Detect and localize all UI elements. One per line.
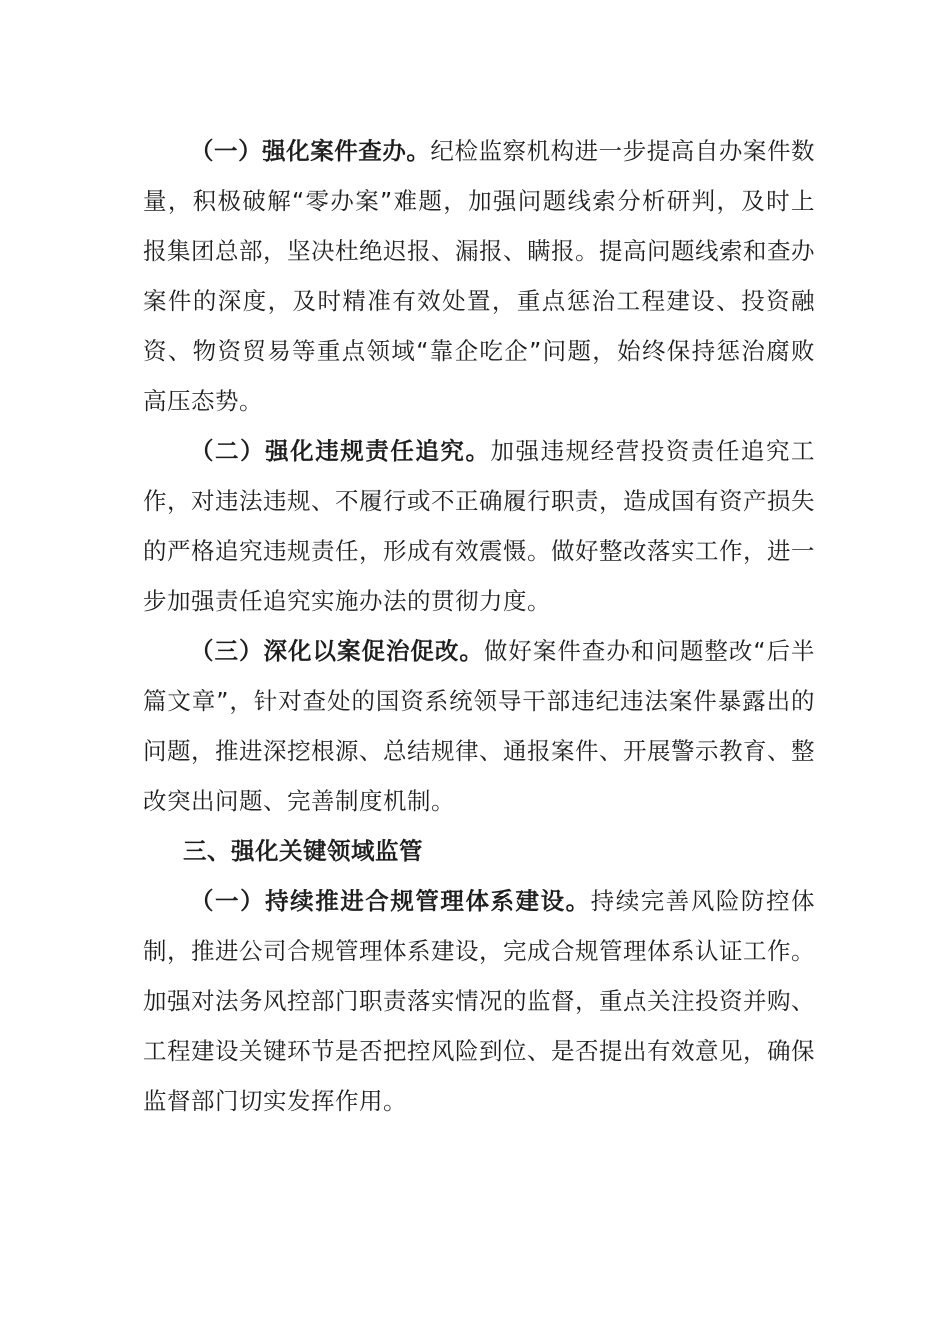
paragraph-compliance [143,876,815,1126]
paragraph-case-reform [143,626,815,826]
paragraph-body: 做好案件查办和问题整改“后半篇文章”，针对查处的国资系统领导干部违纪违法案件暴露出的问题，推进深挖根源、总结规律、通报案件、开展警示教育、整改突出问题、完善制度机制。 [143,637,815,815]
paragraph-lead: （一）持续推进合规管理体系建设。 [190,887,591,915]
document-page [143,126,815,1126]
paragraph-body: 纪检监察机构进一步提高自办案件数量，积极破解“零办案”难题，加强问题线索分析研判，及时上报集团总部，坚决杜绝迟报、漏报、瞒报。提高问题线索和查办案件的深度，及时精准有效处置，重点惩治工程建设、投资融资、物资贸易等重点领域“靠企吃企”问题，始终保持惩治腐败高压态势。 [143,137,816,415]
paragraph-lead: （三）深化以案促治促改。 [190,637,484,665]
section-heading: 三、强化关键领域监管 [183,837,423,865]
paragraph-lead: （一）强化案件查办。 [190,137,431,165]
paragraph-lead: （二）强化违规责任追究。 [190,437,491,465]
paragraph-body: 持续完善风险防控体制，推进公司合规管理体系建设，完成合规管理体系认证工作。加强对法务风控部门职责落实情况的监督，重点关注投资并购、工程建设关键环节是否把控风险到位、是否提出有效意见，确保监督部门切实发挥作用。 [143,887,816,1115]
paragraph-accountability [143,426,815,626]
paragraph-body: 加强违规经营投资责任追究工作，对违法违规、不履行或不正确履行职责，造成国有资产损失的严格追究违规责任，形成有效震慑。做好整改落实工作，进一步加强责任追究实施办法的贯彻力度。 [143,437,815,615]
paragraph-case-handling [143,126,815,426]
